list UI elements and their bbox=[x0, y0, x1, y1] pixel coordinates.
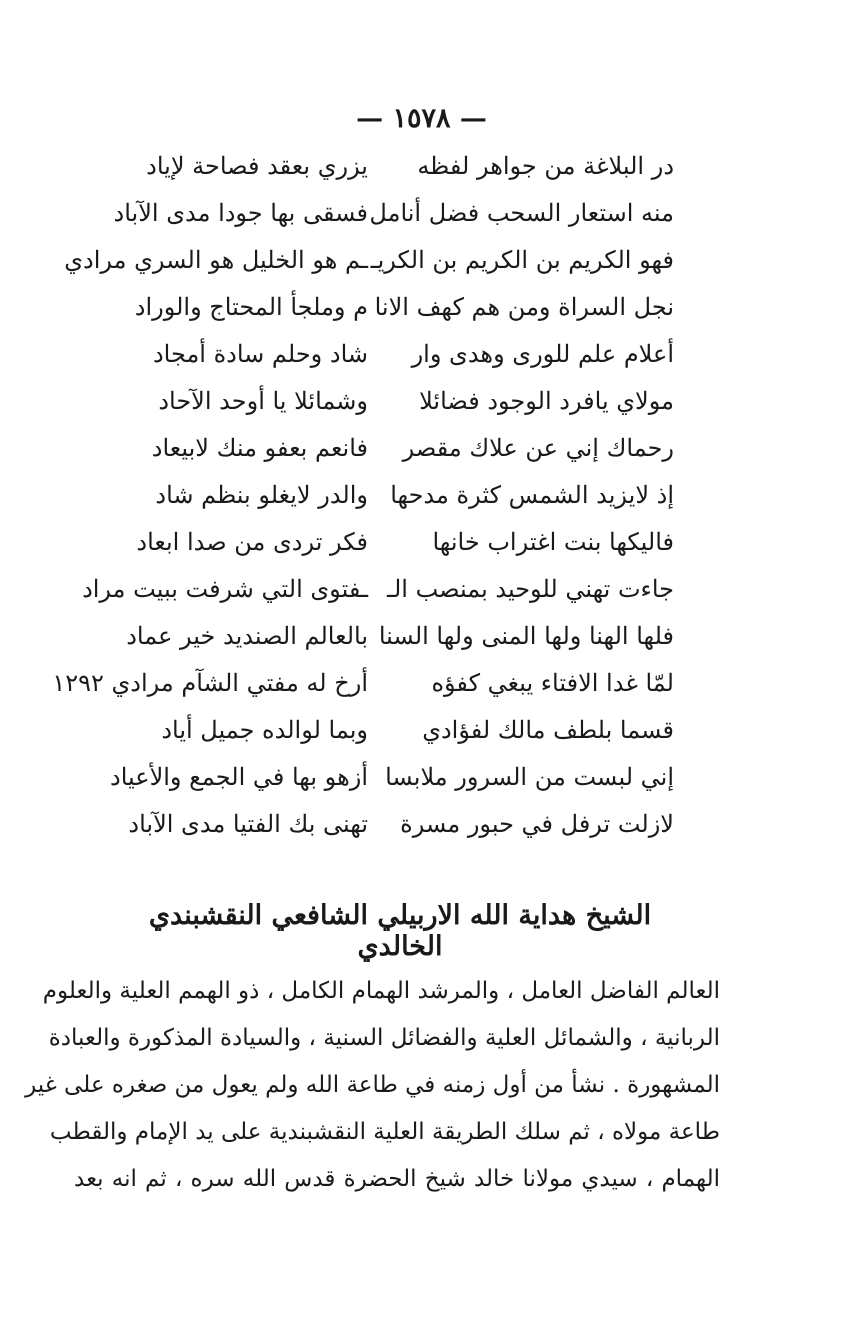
verse-second-hemistich: تهنى بك الفتيا مدى الآباد bbox=[128, 809, 368, 838]
verse-line bbox=[64, 236, 674, 283]
biography-paragraph bbox=[25, 968, 720, 1203]
verse-second-hemistich: م وملجأ المحتاج والوراد bbox=[134, 292, 368, 321]
verse-first-hemistich: نجل السراة ومن هم كهف الانا bbox=[374, 292, 674, 321]
verse-line bbox=[74, 142, 674, 189]
verse-second-hemistich: وبما لوالده جميل أياد bbox=[161, 715, 368, 744]
verse-line bbox=[74, 283, 674, 330]
verse-first-hemistich: إني لبست من السرور ملابسا bbox=[385, 762, 674, 791]
verse-line bbox=[74, 518, 674, 565]
verse-line bbox=[74, 706, 674, 753]
verse-first-hemistich: جاءت تهني للوحيد بمنصب الـ bbox=[386, 574, 674, 603]
paragraph-line: العالم الفاضل العامل ، والمرشد الهمام الكامل ، ذو الهمم العلية والعلوم bbox=[42, 978, 720, 1004]
verse-line bbox=[74, 330, 674, 377]
section-title: الشيخ هداية الله الاربيلي الشافعي النقشبندي الخالدي bbox=[148, 900, 652, 962]
verse-second-hemistich: أزهو بها في الجمع والأعياد bbox=[110, 762, 368, 791]
verse-second-hemistich: فسقى بها جودا مدى الآباد bbox=[113, 198, 368, 227]
verse-second-hemistich: فانعم بعفو منك لابيعاد bbox=[151, 433, 368, 462]
verse-line bbox=[74, 800, 674, 847]
verse-first-hemistich: لمّا غدا الافتاء يبغي كفؤه bbox=[431, 668, 674, 697]
paragraph-line: المشهورة . نشأ من أول زمنه في طاعة الله ولم يعول من صغره على غير bbox=[25, 1072, 720, 1098]
verse-second-hemistich: شاد وحلم سادة أمجاد bbox=[152, 339, 368, 368]
verse-line bbox=[52, 659, 674, 706]
verse-first-hemistich: فاليكها بنت اغتراب خانها bbox=[432, 527, 674, 556]
verse-first-hemistich: لازلت ترفل في حبور مسرة bbox=[400, 809, 674, 838]
paragraph-line: الهمام ، سيدي مولانا خالد شيخ الحضرة قدس الله سره ، ثم انه بعد bbox=[74, 1166, 720, 1192]
poem-verses bbox=[52, 142, 674, 847]
verse-second-hemistich: أرخ له مفتي الشآم مرادي ١٢٩٢ bbox=[52, 668, 368, 697]
verse-line bbox=[74, 612, 674, 659]
page-number: — ١٥٧٨ — bbox=[356, 103, 487, 134]
verse-first-hemistich: مولاي يافرد الوجود فضائلا bbox=[419, 386, 674, 415]
verse-first-hemistich: منه استعار السحب فضل أنامل bbox=[369, 198, 674, 227]
verse-first-hemistich: قسما بلطف مالك لفؤادي bbox=[422, 715, 674, 744]
verse-first-hemistich: در البلاغة من جواهر لفظه bbox=[417, 151, 674, 180]
verse-line bbox=[74, 189, 674, 236]
verse-second-hemistich: يزري بعقد فصاحة لإياد bbox=[146, 151, 368, 180]
paragraph-line: طاعة مولاه ، ثم سلك الطريقة العلية النقشبندية على يد الإمام والقطب bbox=[49, 1119, 720, 1145]
paragraph-line: الربانية ، والشمائل العلية والفضائل السنية ، والسيادة المذكورة والعبادة bbox=[48, 1025, 720, 1051]
verse-second-hemistich: وشمائلا يا أوحد الآحاد bbox=[158, 386, 368, 415]
verse-line bbox=[74, 471, 674, 518]
verse-first-hemistich: فلها الهنا ولها المنى ولها السنا bbox=[378, 621, 674, 650]
verse-line bbox=[74, 377, 674, 424]
verse-second-hemistich: بالعالم الصنديد خير عماد bbox=[126, 621, 368, 650]
verse-line bbox=[74, 424, 674, 471]
verse-second-hemistich: ـم هو الخليل هو السري مرادي bbox=[64, 245, 368, 274]
verse-first-hemistich: إذ لايزيد الشمس كثرة مدحها bbox=[390, 480, 674, 509]
verse-second-hemistich: ـفتوى التي شرفت ببيت مراد bbox=[82, 574, 368, 603]
verse-line bbox=[74, 753, 674, 800]
verse-second-hemistich: فكر تردى من صدا ابعاد bbox=[136, 527, 368, 556]
verse-second-hemistich: والدر لايغلو بنظم شاد bbox=[155, 480, 368, 509]
verse-first-hemistich: أعلام علم للورى وهدى وار bbox=[411, 339, 674, 368]
verse-first-hemistich: رحماك إني عن علاك مقصر bbox=[402, 433, 674, 462]
verse-first-hemistich: فهو الكريم بن الكريم بن الكريـ bbox=[370, 245, 674, 274]
verse-line bbox=[74, 565, 674, 612]
